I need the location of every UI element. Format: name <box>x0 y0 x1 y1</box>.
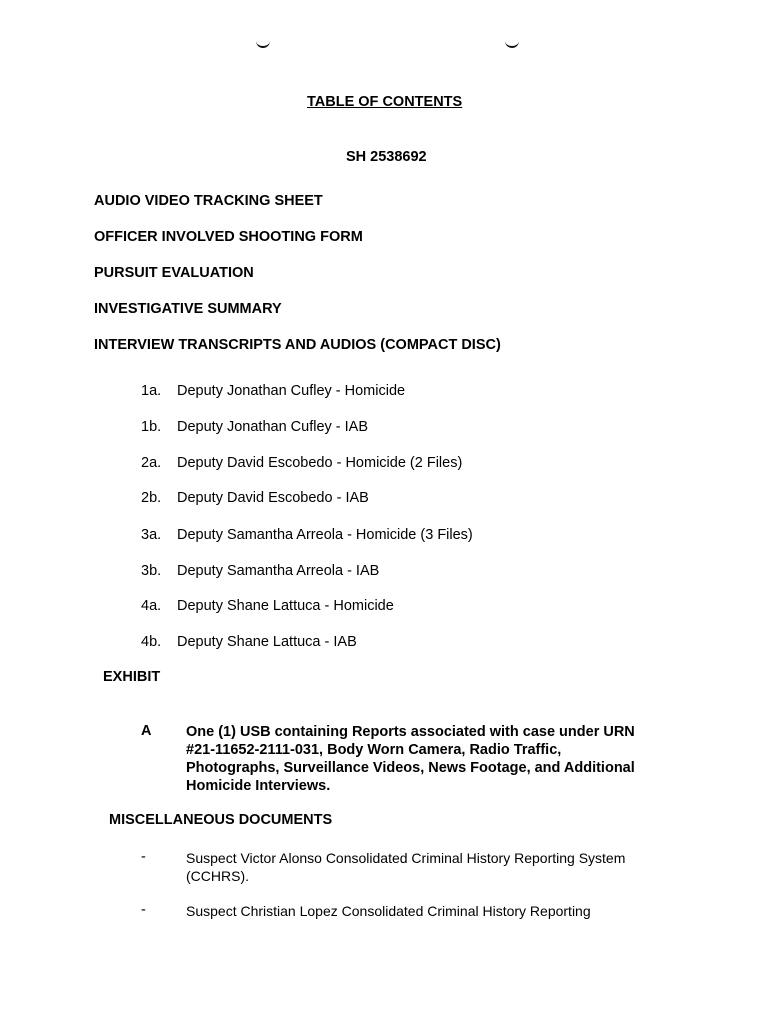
case-number: SH 2538692 <box>346 149 427 165</box>
interview-number: 1b. <box>141 419 162 435</box>
exhibit-letter: A <box>141 723 152 739</box>
misc-item: Suspect Christian Lopez Consolidated Criminal History Reporting <box>186 903 591 919</box>
interview-number: 4a. <box>141 598 162 614</box>
misc-bullet: - <box>141 902 146 918</box>
misc-item: Suspect Victor Alonso Consolidated Criminal History Reporting System (CCHRS). <box>186 850 626 884</box>
interview-entry: Deputy Jonathan Cufley - IAB <box>177 419 369 435</box>
exhibit-description: One (1) USB containing Reports associated with case under URN #21-11652-2111-031, Body Worn Camera, Radio Traffic, Photographs, Surveillance Videos, News Footage, and Additional Homicide Interviews. <box>186 724 635 794</box>
misc-heading: MISCELLANEOUS DOCUMENTS <box>109 812 333 828</box>
section-heading: AUDIO VIDEO TRACKING SHEET <box>94 193 323 209</box>
interview-entry: Deputy Samantha Arreola - Homicide (3 Files) <box>177 527 473 543</box>
exhibit-heading: EXHIBIT <box>103 669 161 685</box>
interview-number: 1a. <box>141 383 162 399</box>
section-heading: INVESTIGATIVE SUMMARY <box>94 301 282 317</box>
interview-number: 4b. <box>141 634 162 650</box>
interview-number: 3a. <box>141 527 162 543</box>
interview-number: 2b. <box>141 490 162 506</box>
section-heading: INTERVIEW TRANSCRIPTS AND AUDIOS (COMPACT DISC) <box>94 337 501 353</box>
document-title: TABLE OF CONTENTS <box>307 94 463 110</box>
hole-punch-mark <box>505 38 519 48</box>
interview-number: 2a. <box>141 455 162 471</box>
interview-entry: Deputy Shane Lattuca - IAB <box>177 634 357 650</box>
hole-punch-mark <box>256 38 270 48</box>
interview-entry: Deputy Jonathan Cufley - Homicide <box>177 383 406 399</box>
section-heading: OFFICER INVOLVED SHOOTING FORM <box>94 229 363 245</box>
interview-entry: Deputy Shane Lattuca - Homicide <box>177 598 394 614</box>
section-heading: PURSUIT EVALUATION <box>94 265 254 281</box>
interview-entry: Deputy David Escobedo - IAB <box>177 490 369 506</box>
interview-entry: Deputy David Escobedo - Homicide (2 Files) <box>177 455 463 471</box>
interview-entry: Deputy Samantha Arreola - IAB <box>177 563 380 579</box>
interview-number: 3b. <box>141 563 162 579</box>
misc-bullet: - <box>141 849 146 865</box>
